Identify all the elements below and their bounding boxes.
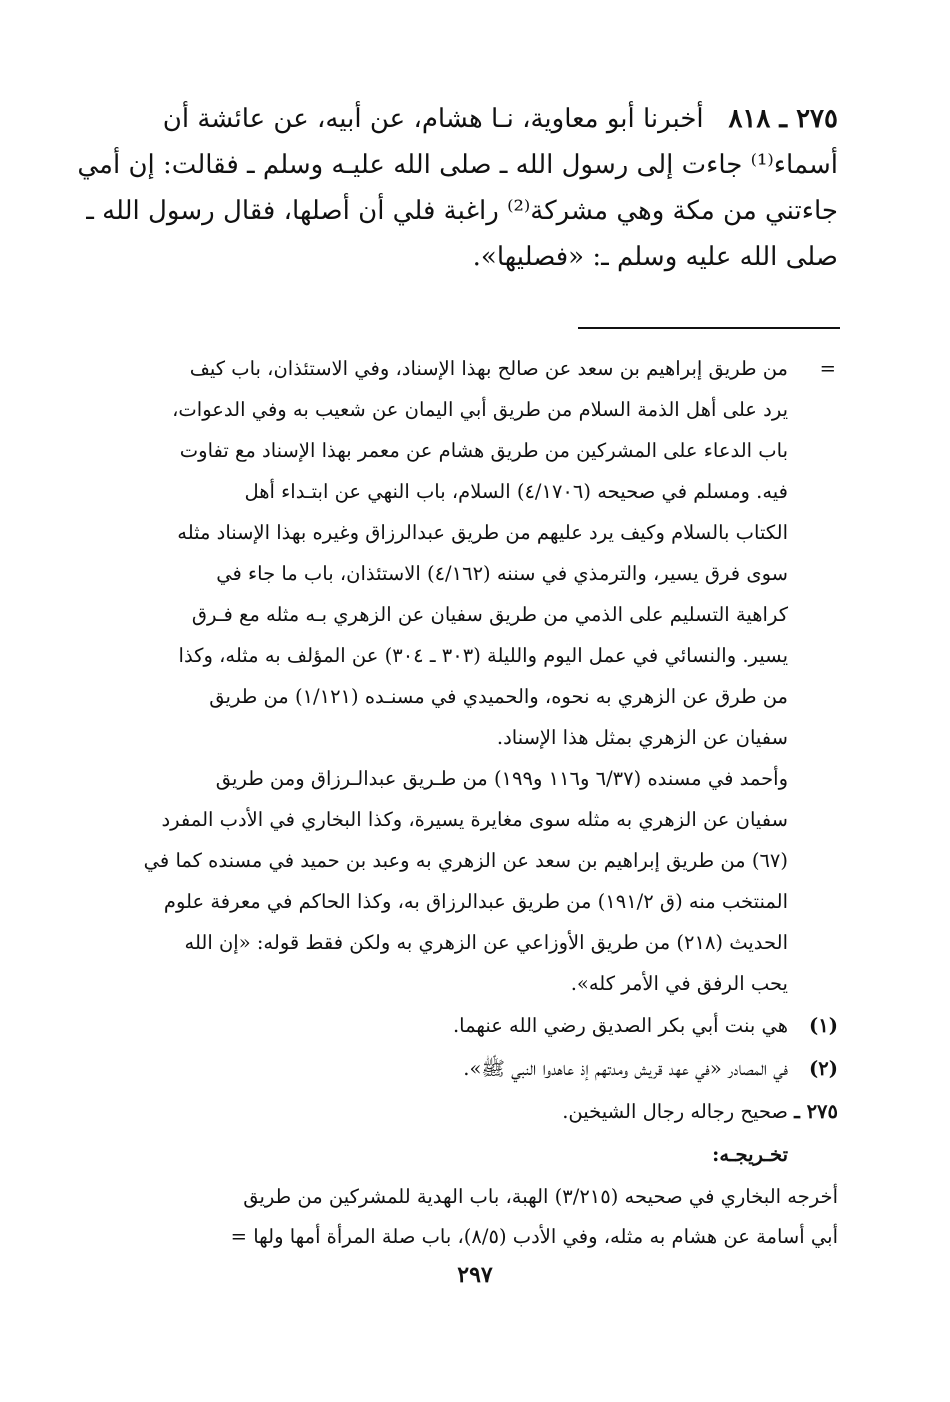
footnote-item bbox=[118, 1004, 838, 1047]
hadith-line: أسماء⁽¹⁾ جاءت إلى رسول الله ـ صلى الله عليـه وسلم ـ فقالت: إن أمي bbox=[77, 150, 838, 180]
footnote-line: فيه. ومسلم في صحيحه (٤/١٧٠٦) السلام، باب النهي عن ابتـداء أهل bbox=[244, 480, 788, 503]
footnote-line: المنتخب منه (ق ١٩١/٢) من طريق عبدالرزاق به، وكذا الحاكم في معرفة علوم bbox=[163, 890, 788, 913]
continuation-marker: = bbox=[819, 357, 836, 380]
footnote-line: باب الدعاء على المشركين من طريق هشام عن معمر بهذا الإسناد مع تفاوت bbox=[179, 439, 788, 462]
footnote-line: الحديث (٢١٨) من طريق الأوزاعي عن الزهري به ولكن فقط قوله: «إن الله bbox=[184, 931, 788, 954]
footnote-text: صحيح رجاله رجال الشيخين. bbox=[562, 1100, 788, 1123]
footnote-line: أخرجه البخاري في صحيحه (٣/٢١٥) الهبة، باب الهدية للمشركين من طريق bbox=[243, 1185, 838, 1208]
hadith-line: صلى الله عليه وسلم ـ: «فصليها». bbox=[472, 242, 838, 272]
footnote-line: من طريق إبراهيم بن سعد عن صالح بهذا الإسناد، وفي الاستئذان، باب كيف bbox=[189, 357, 788, 380]
footnote-line: الكتاب بالسلام وكيف يرد عليهم من طريق عبدالرزاق وغيره بهذا الإسناد مثله bbox=[177, 521, 788, 544]
footnote-text: في المصادر «في عهد قريش ومدتهم إذ عاهدوا النبي ﷺ». bbox=[463, 1057, 788, 1080]
takhrij-heading: تخـريجـه: bbox=[712, 1143, 788, 1166]
footnote-number: ٢٧٥ ـ bbox=[794, 1100, 838, 1123]
footnote-continuation bbox=[118, 348, 838, 758]
footnote-item bbox=[118, 1090, 838, 1133]
hadith-line bbox=[138, 96, 838, 142]
footnotes bbox=[118, 348, 838, 1257]
footnote-separator bbox=[578, 327, 840, 329]
footnote-text: هي بنت أبي بكر الصديق رضي الله عنهما. bbox=[452, 1014, 788, 1037]
footnote-line: أبي أسامة عن هشام به مثله، وفي الأدب (٨/٥)، باب صلة المرأة أمها ولها = bbox=[230, 1225, 838, 1248]
footnote-line: كراهية التسليم على الذمي من طريق سفيان عن الزهري بـه مثله مع فـرق bbox=[191, 603, 788, 626]
footnote-line: (٦٧) من طريق إبراهيم بن سعد عن الزهري به وعبد بن حميد في مسنده كما في bbox=[143, 849, 788, 872]
hadith-line-text: أخبرنا أبو معاوية، نـا هشام، عن أبيه، عن عائشة أن bbox=[162, 104, 704, 134]
page-number: ٢٩٧ bbox=[457, 1262, 493, 1288]
footnote-line: من طرق عن الزهري به نحوه، والحميدي في مسنـده (١/١٢١) من طريق bbox=[209, 685, 788, 708]
footnote-line: وأحمد في مسنده (٦/٣٧ و١١٦ و١٩٩) من طـريق عبدالـرزاق ومن طريق bbox=[215, 767, 788, 790]
takhrij-text bbox=[118, 1177, 838, 1257]
footnote-line: سفيان عن الزهري بمثل هذا الإسناد. bbox=[496, 726, 788, 749]
footnote-line: سفيان عن الزهري به مثله سوى مغايرة يسيرة، وكذا البخاري في الأدب المفرد bbox=[161, 808, 788, 831]
hadith-text bbox=[77, 96, 838, 280]
footnote-paragraph bbox=[118, 758, 838, 1004]
hadith-number: ٢٧٥ ـ ٨١٨ bbox=[728, 104, 838, 134]
hadith-line: جاءتني من مكة وهي مشركة⁽²⁾ راغبة فلي أن أصلها، فقال رسول الله ـ bbox=[86, 196, 838, 226]
footnote-line: سوى فرق يسير، والترمذي في سننه (٤/١٦٢) الاستئذان، باب ما جاء في bbox=[216, 562, 788, 585]
footnote-line: يرد على أهل الذمة السلام من طريق أبي اليمان عن شعيب به وفي الدعوات، bbox=[172, 398, 788, 421]
footnote-item bbox=[118, 1047, 838, 1090]
footnote-number: (٢) bbox=[809, 1057, 838, 1080]
footnote-number: (١) bbox=[809, 1014, 838, 1037]
footnote-line: يحب الرفق في الأمر كله». bbox=[570, 972, 788, 995]
footnote-line: يسير. والنسائي في عمل اليوم والليلة (٣٠٣ ـ ٣٠٤) عن المؤلف به مثله، وكذا bbox=[178, 644, 788, 667]
